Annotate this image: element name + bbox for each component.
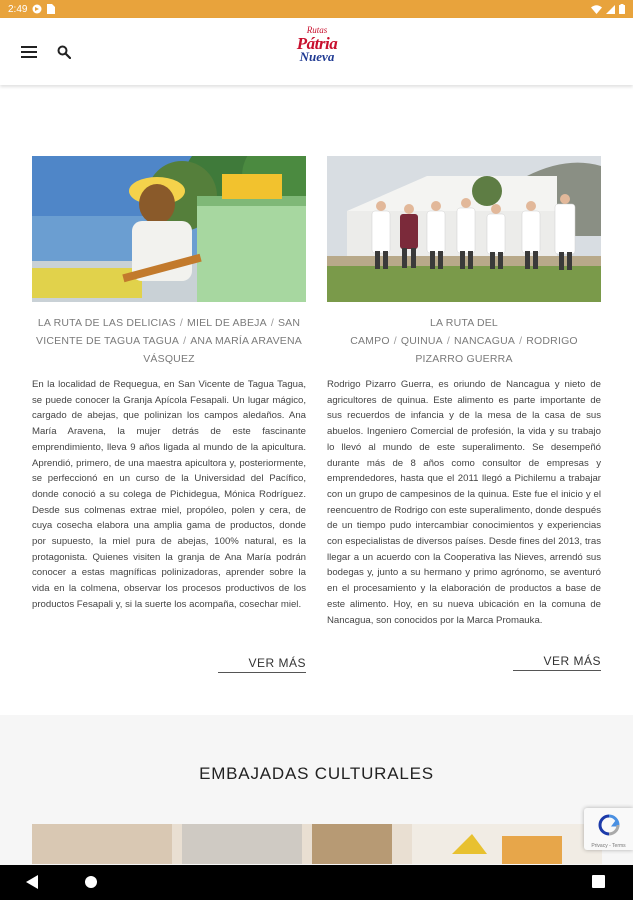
wifi-icon [591, 5, 602, 14]
tag-link[interactable]: SAN VICENTE DE TAGUA TAGUA [36, 317, 301, 347]
battery-icon [619, 4, 625, 14]
recaptcha-icon [597, 813, 621, 837]
card-description: En la localidad de Requegua, en San Vicente de Tagua Tagua, se puede conocer la Granja Apícola Fesapali. Un lugar mágico, cargado de abejas, que polinizan los campos aledaños. Ana María Aravena, la mujer detrás de este fascinante emprendimiento, lleva 9 años ligada al mundo de la apicultura. Aprendió, primero, de una maestra apicultora y, posteriormente, se perfeccionó en un curso de la Universidad del Pacífico, donde conoció a su colega de Pichidegua, Mónica Rodríguez. Desde sus colmenas extrae miel, propóleo, polen y cera, de cuya cosecha elabora una amplia gama de productos, donde por supuesto, la miel pura de abejas, 100% natural, es la protagonista. Quienes visiten la granja de Ana María podrán conocer a estas magníficas polinizadoras, aprender sobre la vida en la colmena, observar los procesos productivos de los productos Fesapali y, si la suerte los acompaña, cosechar miel. [32, 379, 306, 610]
tag-link[interactable]: LA RUTA DEL CAMPO [350, 317, 498, 347]
tag-link[interactable]: NANCAGUA [454, 335, 516, 347]
recent-apps-icon[interactable] [592, 875, 605, 888]
tag-link[interactable]: LA RUTA DE LAS DELICIAS [37, 317, 176, 329]
card-tags: LA RUTA DE LAS DELICIAS / MIEL DE ABEJA / SAN VICENTE DE TAGUA TAGUA / ANA MARÍA ARAVENA VÁSQUEZ [36, 317, 302, 365]
story-card-honey [32, 156, 306, 670]
logo-line-2: Pátria [296, 34, 338, 53]
logo-line-1: Rutas [306, 25, 328, 35]
status-bar [0, 0, 633, 18]
signal-icon [606, 5, 615, 14]
search-icon[interactable] [57, 45, 71, 59]
quinoa-team-photo[interactable] [327, 156, 601, 302]
card-description: Rodrigo Pizarro Guerra, es oriundo de Nancagua y nieto de agricultores de quinua. Este alimento es parte importante de sus recuerdos de infancia y de la mesa de la casa de sus abuelos. Ingeniero Comercial de profesión, la vida y su trabajo lo llevó al mundo de este superalimento. Se desempeñó durante más de 8 años como consultor de empresas y emprendedores, hasta que el 2011 llegó a Pichilemu a trabajar con un grupo de campesinos de la quinua. Este fue el inicio y el reencuentro de Rodrigo con este superalimento, donde después de un tiempo pudo intercambiar conocimientos y experiencias con especialistas de diversos países. Desde fines del 2013, tras llegar a un acuerdo con la Cooperativa las Nieves, arrendó sus bodegas y, junto a su hermano y primo agrónomo, se aventuró en el procesamiento y la elaboración de productos a base de este alimento. Hoy, en su nueva ubicación en la comuna de Nancagua, son conocidos por la Marca Promauka. [327, 379, 601, 626]
section-title: EMBAJADAS CULTURALES [199, 764, 434, 783]
tag-link[interactable]: ANA MARÍA ARAVENA VÁSQUEZ [143, 335, 302, 365]
story-card-quinoa [327, 156, 601, 668]
app-header [0, 18, 633, 85]
back-icon[interactable] [26, 875, 38, 889]
recaptcha-badge[interactable] [584, 808, 633, 850]
recaptcha-links[interactable]: Privacy - Terms [591, 843, 626, 849]
hamburger-menu-icon[interactable] [21, 46, 37, 58]
page-content [0, 85, 633, 865]
tag-link[interactable]: RODRIGO PIZARRO GUERRA [415, 335, 578, 365]
app-notification-icon [32, 4, 42, 14]
tag-link[interactable]: QUINUA [400, 335, 443, 347]
cultural-photo[interactable] [32, 824, 602, 864]
sim-card-icon [47, 4, 55, 14]
site-logo[interactable] [287, 26, 347, 76]
cultural-embassies-section [0, 715, 633, 865]
system-navigation-bar [0, 865, 633, 900]
status-time: 2:49 [8, 3, 28, 15]
beekeeper-photo[interactable] [32, 156, 306, 302]
ver-mas-link[interactable]: VER MÁS [218, 656, 306, 673]
tag-link[interactable]: MIEL DE ABEJA [187, 317, 267, 329]
home-icon[interactable] [84, 875, 98, 889]
card-tags: LA RUTA DEL CAMPO / QUINUA / NANCAGUA / RODRIGO PIZARRO GUERRA [350, 317, 578, 365]
ver-mas-link[interactable]: VER MÁS [513, 654, 601, 671]
logo-line-3: Nueva [299, 49, 335, 64]
